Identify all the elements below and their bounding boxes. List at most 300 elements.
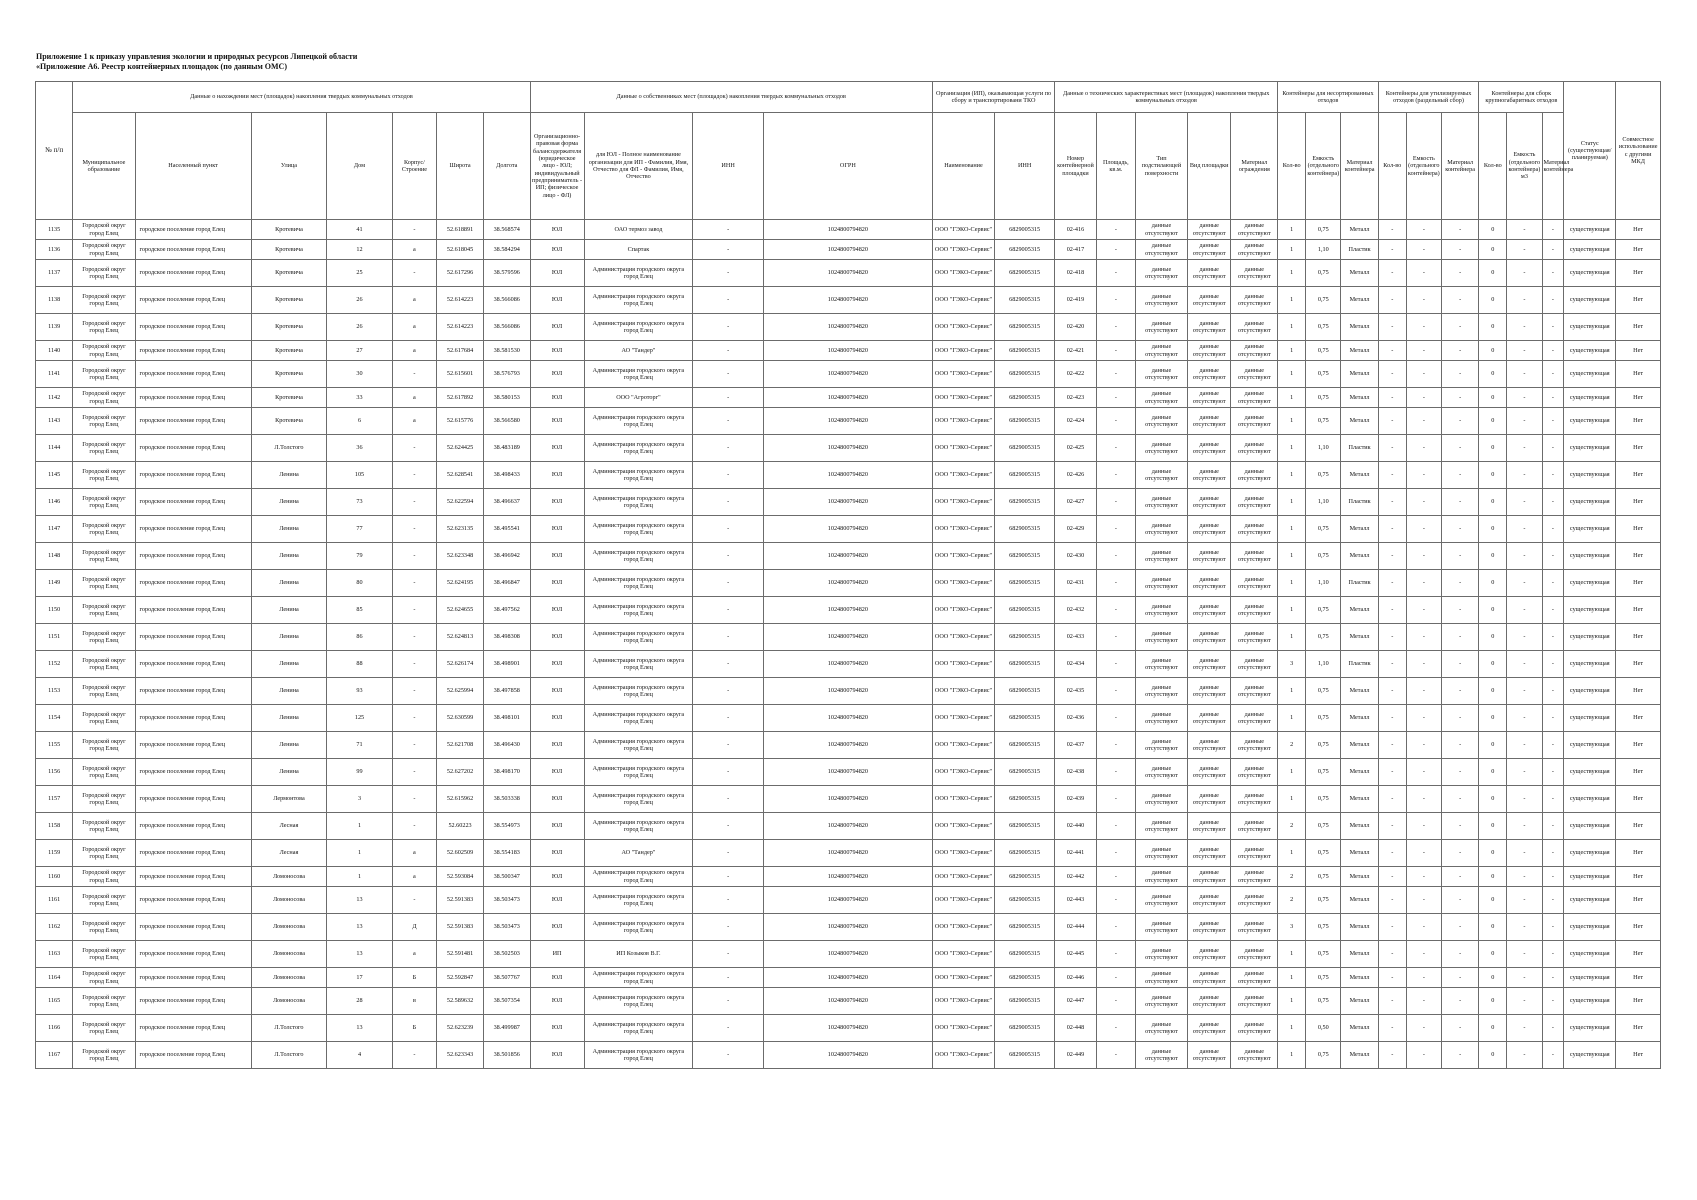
container-material-cell: Металл bbox=[1341, 624, 1378, 651]
settlement-cell: городское поселение город Елец bbox=[135, 314, 251, 341]
latitude-cell: 52.623239 bbox=[437, 1015, 484, 1042]
status-cell: существующая bbox=[1564, 705, 1616, 732]
recycled-material-cell: - bbox=[1441, 220, 1478, 240]
house-cell: 6 bbox=[327, 408, 392, 435]
container-count-cell: 1 bbox=[1278, 705, 1306, 732]
recycled-capacity-cell: - bbox=[1406, 314, 1441, 341]
settlement-cell: городское поселение город Елец bbox=[135, 1042, 251, 1069]
surface-cell: данные отсутствуют bbox=[1136, 516, 1188, 543]
status-cell: существующая bbox=[1564, 1015, 1616, 1042]
header-bulky-material: Материал контейнера bbox=[1542, 113, 1564, 220]
bulky-material-cell: - bbox=[1542, 240, 1564, 260]
table-row bbox=[36, 1042, 1661, 1069]
recycled-count-cell: - bbox=[1378, 597, 1406, 624]
ogrn-cell: 1024800794820 bbox=[763, 489, 932, 516]
longitude-cell: 38.503473 bbox=[483, 887, 530, 914]
table-row bbox=[36, 705, 1661, 732]
site-number-cell: 02-449 bbox=[1055, 1042, 1096, 1069]
status-cell: существующая bbox=[1564, 260, 1616, 287]
organization-inn-cell: 6829005315 bbox=[995, 651, 1055, 678]
bulky-count-cell: 0 bbox=[1479, 914, 1507, 941]
table-row bbox=[36, 1015, 1661, 1042]
shared-cell: Нет bbox=[1616, 914, 1661, 941]
container-capacity-cell: 0,75 bbox=[1306, 840, 1341, 867]
organization-inn-cell: 6829005315 bbox=[995, 597, 1055, 624]
recycled-count-cell: - bbox=[1378, 220, 1406, 240]
recycled-capacity-cell: - bbox=[1406, 570, 1441, 597]
recycled-material-cell: - bbox=[1441, 651, 1478, 678]
surface-cell: данные отсутствуют bbox=[1136, 341, 1188, 361]
recycled-capacity-cell: - bbox=[1406, 361, 1441, 388]
ogrn-cell: 1024800794820 bbox=[763, 570, 932, 597]
container-capacity-cell: 0,75 bbox=[1306, 624, 1341, 651]
recycled-capacity-cell: - bbox=[1406, 867, 1441, 887]
site-number-cell: 02-429 bbox=[1055, 516, 1096, 543]
bulky-material-cell: - bbox=[1542, 597, 1564, 624]
longitude-cell: 38.566086 bbox=[483, 287, 530, 314]
street-cell: Ленина bbox=[251, 597, 327, 624]
header-organization-group: Организация (ИП), оказывающая услуги по сбору и транспортировани ТКО bbox=[932, 82, 1054, 113]
status-cell: существующая bbox=[1564, 867, 1616, 887]
inn-cell: - bbox=[693, 489, 764, 516]
organization-cell: ООО "ГЭКО-Сервис" bbox=[932, 678, 994, 705]
header-shared: Совместное использование с другими МКД bbox=[1616, 82, 1661, 220]
street-cell: Кротевича bbox=[251, 341, 327, 361]
header-fence: Материал ограждения bbox=[1231, 113, 1278, 220]
recycled-count-cell: - bbox=[1378, 489, 1406, 516]
shared-cell: Нет bbox=[1616, 240, 1661, 260]
organization-cell: ООО "ГЭКО-Сервис" bbox=[932, 570, 994, 597]
area-cell: - bbox=[1096, 516, 1135, 543]
container-capacity-cell: 1,10 bbox=[1306, 489, 1341, 516]
building-cell: - bbox=[392, 786, 437, 813]
status-cell: существующая bbox=[1564, 408, 1616, 435]
settlement-cell: городское поселение город Елец bbox=[135, 914, 251, 941]
ogrn-cell: 1024800794820 bbox=[763, 287, 932, 314]
building-cell: - bbox=[392, 732, 437, 759]
shared-cell: Нет bbox=[1616, 786, 1661, 813]
container-count-cell: 1 bbox=[1278, 678, 1306, 705]
recycled-count-cell: - bbox=[1378, 435, 1406, 462]
status-cell: существующая bbox=[1564, 732, 1616, 759]
recycled-capacity-cell: - bbox=[1406, 732, 1441, 759]
table-row bbox=[36, 597, 1661, 624]
site-number-cell: 02-448 bbox=[1055, 1015, 1096, 1042]
recycled-capacity-cell: - bbox=[1406, 988, 1441, 1015]
container-material-cell: Металл bbox=[1341, 705, 1378, 732]
status-cell: существующая bbox=[1564, 435, 1616, 462]
ogrn-cell: 1024800794820 bbox=[763, 732, 932, 759]
building-cell: Б bbox=[392, 968, 437, 988]
bulky-capacity-cell: - bbox=[1507, 759, 1542, 786]
fence-cell: данные отсутствуют bbox=[1231, 988, 1278, 1015]
owner-name-cell: АО "Тандер" bbox=[584, 341, 693, 361]
bulky-capacity-cell: - bbox=[1507, 941, 1542, 968]
surface-cell: данные отсутствуют bbox=[1136, 840, 1188, 867]
table-row bbox=[36, 516, 1661, 543]
legal-form-cell: ЮЛ bbox=[530, 678, 584, 705]
bulky-count-cell: 0 bbox=[1479, 759, 1507, 786]
status-cell: существующая bbox=[1564, 388, 1616, 408]
inn-cell: - bbox=[693, 388, 764, 408]
status-cell: существующая bbox=[1564, 813, 1616, 840]
recycled-count-cell: - bbox=[1378, 1015, 1406, 1042]
container-count-cell: 1 bbox=[1278, 1042, 1306, 1069]
organization-inn-cell: 6829005315 bbox=[995, 988, 1055, 1015]
site-number-cell: 02-423 bbox=[1055, 388, 1096, 408]
house-cell: 36 bbox=[327, 435, 392, 462]
latitude-cell: 52.615601 bbox=[437, 361, 484, 388]
shared-cell: Нет bbox=[1616, 597, 1661, 624]
longitude-cell: 38.579596 bbox=[483, 260, 530, 287]
site-type-cell: данные отсутствуют bbox=[1187, 786, 1231, 813]
recycled-capacity-cell: - bbox=[1406, 1042, 1441, 1069]
recycled-count-cell: - bbox=[1378, 678, 1406, 705]
bulky-material-cell: - bbox=[1542, 759, 1564, 786]
area-cell: - bbox=[1096, 597, 1135, 624]
longitude-cell: 38.498101 bbox=[483, 705, 530, 732]
bulky-material-cell: - bbox=[1542, 840, 1564, 867]
recycled-capacity-cell: - bbox=[1406, 968, 1441, 988]
organization-cell: ООО "ГЭКО-Сервис" bbox=[932, 840, 994, 867]
settlement-cell: городское поселение город Елец bbox=[135, 968, 251, 988]
container-material-cell: Металл bbox=[1341, 543, 1378, 570]
house-cell: 86 bbox=[327, 624, 392, 651]
surface-cell: данные отсутствуют bbox=[1136, 759, 1188, 786]
container-capacity-cell: 0,75 bbox=[1306, 314, 1341, 341]
document-header-line-2: «Приложение А6. Реестр контейнерных площадок (по данным ОМС) bbox=[36, 62, 287, 71]
area-cell: - bbox=[1096, 624, 1135, 651]
recycled-capacity-cell: - bbox=[1406, 786, 1441, 813]
recycled-material-cell: - bbox=[1441, 914, 1478, 941]
house-cell: 30 bbox=[327, 361, 392, 388]
legal-form-cell: ЮЛ bbox=[530, 813, 584, 840]
table-row bbox=[36, 408, 1661, 435]
ogrn-cell: 1024800794820 bbox=[763, 435, 932, 462]
bulky-capacity-cell: - bbox=[1507, 489, 1542, 516]
street-cell: Кротевича bbox=[251, 287, 327, 314]
owner-name-cell: Администрация городского округа город Елец bbox=[584, 988, 693, 1015]
container-capacity-cell: 0,75 bbox=[1306, 220, 1341, 240]
area-cell: - bbox=[1096, 840, 1135, 867]
row-number-cell: 1152 bbox=[36, 651, 73, 678]
area-cell: - bbox=[1096, 314, 1135, 341]
container-capacity-cell: 0,75 bbox=[1306, 287, 1341, 314]
latitude-cell: 52.618045 bbox=[437, 240, 484, 260]
container-capacity-cell: 0,75 bbox=[1306, 388, 1341, 408]
inn-cell: - bbox=[693, 988, 764, 1015]
site-number-cell: 02-443 bbox=[1055, 887, 1096, 914]
street-cell: Ленина bbox=[251, 732, 327, 759]
bulky-material-cell: - bbox=[1542, 887, 1564, 914]
bulky-material-cell: - bbox=[1542, 435, 1564, 462]
container-count-cell: 1 bbox=[1278, 543, 1306, 570]
container-material-cell: Металл bbox=[1341, 840, 1378, 867]
ogrn-cell: 1024800794820 bbox=[763, 597, 932, 624]
fence-cell: данные отсутствуют bbox=[1231, 941, 1278, 968]
organization-cell: ООО "ГЭКО-Сервис" bbox=[932, 462, 994, 489]
settlement-cell: городское поселение город Елец bbox=[135, 887, 251, 914]
recycled-count-cell: - bbox=[1378, 651, 1406, 678]
latitude-cell: 52.621708 bbox=[437, 732, 484, 759]
site-number-cell: 02-424 bbox=[1055, 408, 1096, 435]
shared-cell: Нет bbox=[1616, 287, 1661, 314]
site-type-cell: данные отсутствуют bbox=[1187, 624, 1231, 651]
legal-form-cell: ЮЛ bbox=[530, 988, 584, 1015]
ogrn-cell: 1024800794820 bbox=[763, 240, 932, 260]
legal-form-cell: ЮЛ bbox=[530, 786, 584, 813]
house-cell: 80 bbox=[327, 570, 392, 597]
recycled-material-cell: - bbox=[1441, 314, 1478, 341]
recycled-material-cell: - bbox=[1441, 705, 1478, 732]
container-material-cell: Металл bbox=[1341, 988, 1378, 1015]
building-cell: - bbox=[392, 887, 437, 914]
ogrn-cell: 1024800794820 bbox=[763, 786, 932, 813]
legal-form-cell: ЮЛ bbox=[530, 914, 584, 941]
house-cell: 1 bbox=[327, 840, 392, 867]
table-row bbox=[36, 341, 1661, 361]
site-number-cell: 02-422 bbox=[1055, 361, 1096, 388]
container-material-cell: Металл bbox=[1341, 968, 1378, 988]
municipality-cell: Городской округ город Елец bbox=[73, 543, 135, 570]
house-cell: 13 bbox=[327, 941, 392, 968]
row-number-cell: 1144 bbox=[36, 435, 73, 462]
row-number-cell: 1155 bbox=[36, 732, 73, 759]
row-number-cell: 1150 bbox=[36, 597, 73, 624]
fence-cell: данные отсутствуют bbox=[1231, 678, 1278, 705]
street-cell: Ленина bbox=[251, 543, 327, 570]
building-cell: - bbox=[392, 220, 437, 240]
container-material-cell: Металл bbox=[1341, 516, 1378, 543]
bulky-capacity-cell: - bbox=[1507, 240, 1542, 260]
site-number-cell: 02-444 bbox=[1055, 914, 1096, 941]
house-cell: 17 bbox=[327, 968, 392, 988]
container-capacity-cell: 1,10 bbox=[1306, 651, 1341, 678]
header-inn: ИНН bbox=[693, 113, 764, 220]
container-count-cell: 2 bbox=[1278, 867, 1306, 887]
container-count-cell: 1 bbox=[1278, 361, 1306, 388]
ogrn-cell: 1024800794820 bbox=[763, 988, 932, 1015]
municipality-cell: Городской округ город Елец bbox=[73, 968, 135, 988]
shared-cell: Нет bbox=[1616, 813, 1661, 840]
shared-cell: Нет bbox=[1616, 968, 1661, 988]
legal-form-cell: ЮЛ bbox=[530, 597, 584, 624]
longitude-cell: 38.507354 bbox=[483, 988, 530, 1015]
container-count-cell: 1 bbox=[1278, 624, 1306, 651]
header-status: Статус (существующая/ планируемая) bbox=[1564, 82, 1616, 220]
bulky-material-cell: - bbox=[1542, 786, 1564, 813]
fence-cell: данные отсутствуют bbox=[1231, 388, 1278, 408]
fence-cell: данные отсутствуют bbox=[1231, 705, 1278, 732]
ogrn-cell: 1024800794820 bbox=[763, 220, 932, 240]
container-material-cell: Металл bbox=[1341, 759, 1378, 786]
table-row bbox=[36, 887, 1661, 914]
longitude-cell: 38.497562 bbox=[483, 597, 530, 624]
organization-inn-cell: 6829005315 bbox=[995, 624, 1055, 651]
owner-name-cell: Администрация городского округа город Елец bbox=[584, 887, 693, 914]
longitude-cell: 38.495541 bbox=[483, 516, 530, 543]
surface-cell: данные отсутствуют bbox=[1136, 678, 1188, 705]
ogrn-cell: 1024800794820 bbox=[763, 941, 932, 968]
street-cell: Лесная bbox=[251, 813, 327, 840]
latitude-cell: 52.623348 bbox=[437, 543, 484, 570]
fence-cell: данные отсутствуют bbox=[1231, 597, 1278, 624]
recycled-capacity-cell: - bbox=[1406, 887, 1441, 914]
table-row bbox=[36, 678, 1661, 705]
recycled-material-cell: - bbox=[1441, 1042, 1478, 1069]
container-material-cell: Металл bbox=[1341, 388, 1378, 408]
longitude-cell: 38.496942 bbox=[483, 543, 530, 570]
container-count-cell: 1 bbox=[1278, 341, 1306, 361]
site-type-cell: данные отсутствуют bbox=[1187, 314, 1231, 341]
organization-cell: ООО "ГЭКО-Сервис" bbox=[932, 624, 994, 651]
fence-cell: данные отсутствуют bbox=[1231, 314, 1278, 341]
bulky-material-cell: - bbox=[1542, 1015, 1564, 1042]
municipality-cell: Городской округ город Елец bbox=[73, 941, 135, 968]
building-cell: - bbox=[392, 1042, 437, 1069]
fence-cell: данные отсутствуют bbox=[1231, 840, 1278, 867]
house-cell: 71 bbox=[327, 732, 392, 759]
status-cell: существующая bbox=[1564, 624, 1616, 651]
site-type-cell: данные отсутствуют bbox=[1187, 678, 1231, 705]
row-number-cell: 1147 bbox=[36, 516, 73, 543]
bulky-material-cell: - bbox=[1542, 651, 1564, 678]
shared-cell: Нет bbox=[1616, 840, 1661, 867]
container-count-cell: 1 bbox=[1278, 287, 1306, 314]
latitude-cell: 52.591383 bbox=[437, 914, 484, 941]
recycled-count-cell: - bbox=[1378, 260, 1406, 287]
organization-inn-cell: 6829005315 bbox=[995, 287, 1055, 314]
street-cell: Кротевича bbox=[251, 260, 327, 287]
latitude-cell: 52.628541 bbox=[437, 462, 484, 489]
owner-name-cell: Администрация городского округа город Елец bbox=[584, 314, 693, 341]
inn-cell: - bbox=[693, 1015, 764, 1042]
latitude-cell: 52.615776 bbox=[437, 408, 484, 435]
status-cell: существующая bbox=[1564, 341, 1616, 361]
inn-cell: - bbox=[693, 732, 764, 759]
row-number-cell: 1154 bbox=[36, 705, 73, 732]
bulky-material-cell: - bbox=[1542, 570, 1564, 597]
organization-inn-cell: 6829005315 bbox=[995, 220, 1055, 240]
recycled-material-cell: - bbox=[1441, 840, 1478, 867]
bulky-material-cell: - bbox=[1542, 941, 1564, 968]
site-type-cell: данные отсутствуют bbox=[1187, 516, 1231, 543]
status-cell: существующая bbox=[1564, 287, 1616, 314]
recycled-count-cell: - bbox=[1378, 941, 1406, 968]
header-legal-form: Организационно-правовая форма балансодержателя (юридическое лицо - ЮЛ; индивидуальный предприниматель - ИП; физическое лицо - ФЛ) bbox=[530, 113, 584, 220]
owner-name-cell: Администрация городского округа город Елец bbox=[584, 867, 693, 887]
bulky-capacity-cell: - bbox=[1507, 516, 1542, 543]
site-type-cell: данные отсутствуют bbox=[1187, 732, 1231, 759]
container-capacity-cell: 0,75 bbox=[1306, 678, 1341, 705]
bulky-material-cell: - bbox=[1542, 813, 1564, 840]
recycled-count-cell: - bbox=[1378, 1042, 1406, 1069]
header-house: Дом bbox=[327, 113, 392, 220]
site-type-cell: данные отсутствуют bbox=[1187, 651, 1231, 678]
row-number-cell: 1136 bbox=[36, 240, 73, 260]
street-cell: Кротевича bbox=[251, 314, 327, 341]
container-capacity-cell: 0,75 bbox=[1306, 597, 1341, 624]
container-material-cell: Металл bbox=[1341, 914, 1378, 941]
building-cell: - bbox=[392, 624, 437, 651]
organization-cell: ООО "ГЭКО-Сервис" bbox=[932, 705, 994, 732]
settlement-cell: городское поселение город Елец bbox=[135, 624, 251, 651]
municipality-cell: Городской округ город Елец bbox=[73, 341, 135, 361]
site-type-cell: данные отсутствуют bbox=[1187, 435, 1231, 462]
organization-cell: ООО "ГЭКО-Сервис" bbox=[932, 435, 994, 462]
house-cell: 3 bbox=[327, 786, 392, 813]
site-type-cell: данные отсутствуют bbox=[1187, 1015, 1231, 1042]
recycled-material-cell: - bbox=[1441, 287, 1478, 314]
container-capacity-cell: 1,10 bbox=[1306, 435, 1341, 462]
municipality-cell: Городской округ город Елец bbox=[73, 732, 135, 759]
surface-cell: данные отсутствуют bbox=[1136, 314, 1188, 341]
header-number: № п/п bbox=[36, 82, 73, 220]
table-row bbox=[36, 220, 1661, 240]
area-cell: - bbox=[1096, 543, 1135, 570]
bulky-capacity-cell: - bbox=[1507, 887, 1542, 914]
recycled-material-cell: - bbox=[1441, 260, 1478, 287]
bulky-capacity-cell: - bbox=[1507, 1042, 1542, 1069]
container-count-cell: 2 bbox=[1278, 813, 1306, 840]
site-type-cell: данные отсутствуют bbox=[1187, 941, 1231, 968]
organization-inn-cell: 6829005315 bbox=[995, 1042, 1055, 1069]
settlement-cell: городское поселение город Елец bbox=[135, 543, 251, 570]
longitude-cell: 38.566580 bbox=[483, 408, 530, 435]
organization-cell: ООО "ГЭКО-Сервис" bbox=[932, 914, 994, 941]
ogrn-cell: 1024800794820 bbox=[763, 516, 932, 543]
settlement-cell: городское поселение город Елец bbox=[135, 705, 251, 732]
owner-name-cell: ИП Козыков В.Г. bbox=[584, 941, 693, 968]
municipality-cell: Городской округ город Елец bbox=[73, 435, 135, 462]
container-material-cell: Металл bbox=[1341, 732, 1378, 759]
longitude-cell: 38.498170 bbox=[483, 759, 530, 786]
area-cell: - bbox=[1096, 388, 1135, 408]
bulky-material-cell: - bbox=[1542, 314, 1564, 341]
recycled-count-cell: - bbox=[1378, 361, 1406, 388]
container-count-cell: 1 bbox=[1278, 759, 1306, 786]
building-cell: а bbox=[392, 314, 437, 341]
bulky-capacity-cell: - bbox=[1507, 813, 1542, 840]
area-cell: - bbox=[1096, 1042, 1135, 1069]
surface-cell: данные отсутствуют bbox=[1136, 887, 1188, 914]
ogrn-cell: 1024800794820 bbox=[763, 314, 932, 341]
container-count-cell: 1 bbox=[1278, 388, 1306, 408]
latitude-cell: 52.618891 bbox=[437, 220, 484, 240]
site-number-cell: 02-430 bbox=[1055, 543, 1096, 570]
recycled-capacity-cell: - bbox=[1406, 287, 1441, 314]
street-cell: Кротевича bbox=[251, 240, 327, 260]
latitude-cell: 52.630599 bbox=[437, 705, 484, 732]
shared-cell: Нет bbox=[1616, 732, 1661, 759]
house-cell: 105 bbox=[327, 462, 392, 489]
recycled-capacity-cell: - bbox=[1406, 240, 1441, 260]
recycled-capacity-cell: - bbox=[1406, 597, 1441, 624]
row-number-cell: 1161 bbox=[36, 887, 73, 914]
municipality-cell: Городской округ город Елец bbox=[73, 813, 135, 840]
owner-name-cell: Администрация городского округа город Елец bbox=[584, 462, 693, 489]
table-row bbox=[36, 786, 1661, 813]
inn-cell: - bbox=[693, 813, 764, 840]
table-row bbox=[36, 287, 1661, 314]
shared-cell: Нет bbox=[1616, 388, 1661, 408]
settlement-cell: городское поселение город Елец bbox=[135, 786, 251, 813]
header-surface: Тип подстилающей поверхности bbox=[1136, 113, 1188, 220]
ogrn-cell: 1024800794820 bbox=[763, 813, 932, 840]
street-cell: Лесная bbox=[251, 840, 327, 867]
ogrn-cell: 1024800794820 bbox=[763, 968, 932, 988]
bulky-count-cell: 0 bbox=[1479, 516, 1507, 543]
